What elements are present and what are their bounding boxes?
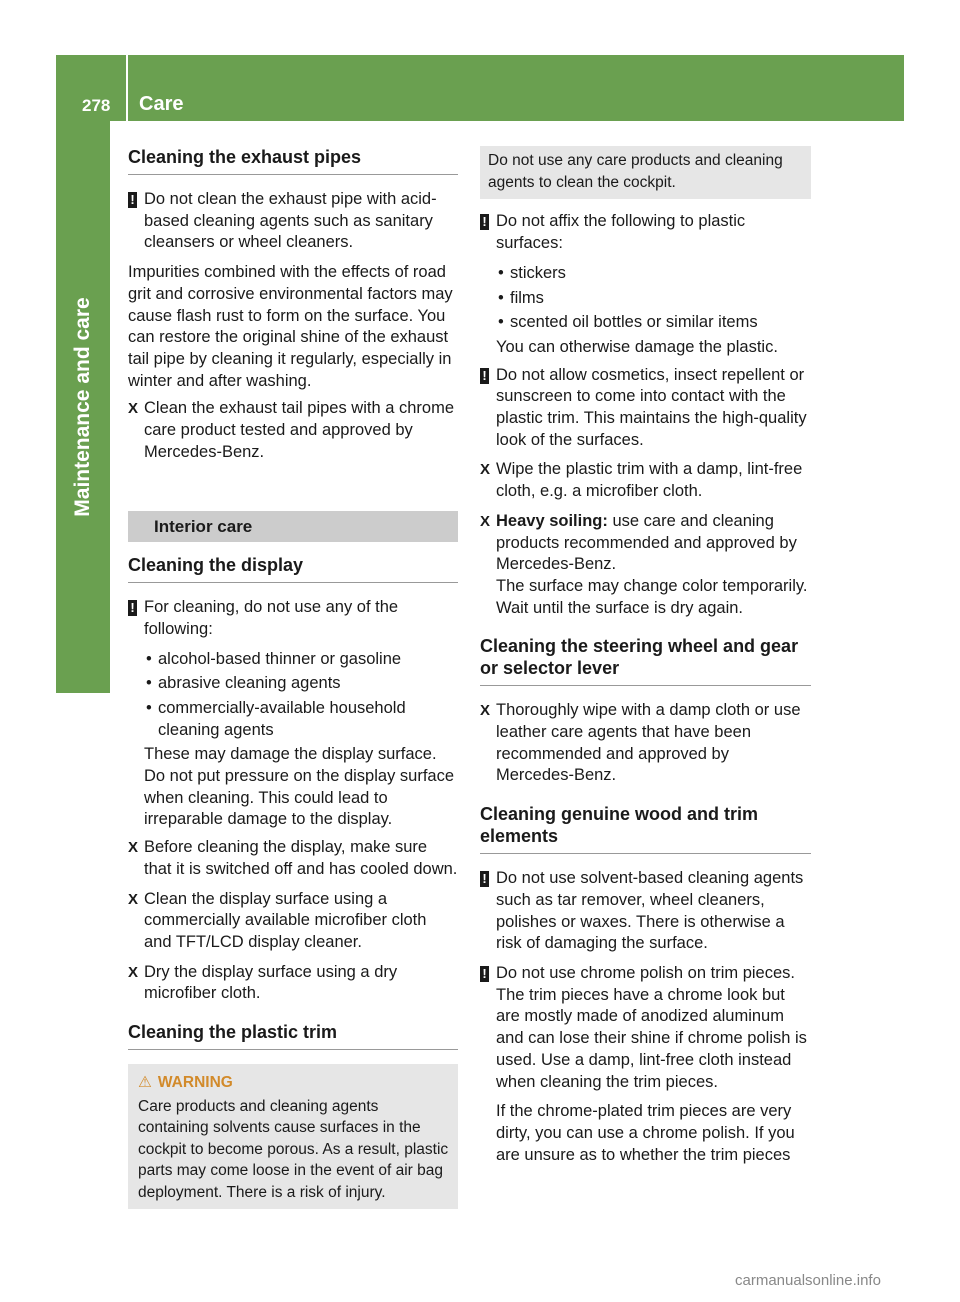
section-title: Care <box>139 93 184 115</box>
warning-title-text: WARNING <box>157 1074 233 1092</box>
list-item: • commercially-available household cleaning agents <box>144 698 458 741</box>
step-steering <box>480 700 811 787</box>
notice-text: Do not clean the exhaust pipe with acid-based cleaning agents such as sanitary cleansers or wheel cleaners. <box>144 190 437 252</box>
paragraph-wood: If the chrome-plated trim pieces are very dirty, you can use a chrome polish. If you are unsure as to whether the trim pieces <box>496 1102 795 1164</box>
step-arrow-icon: X <box>128 890 139 908</box>
notice-text: Do not use solvent-based cleaning agents such as tar remover, wheel cleaners, polishes or waxes. There is otherwise a risk of damaging the surface. <box>496 869 804 953</box>
exclamation-icon: ! <box>480 871 489 887</box>
step-extra-text: The surface may change color temporarily. Wait until the surface is dry again. <box>496 576 808 617</box>
step-arrow-icon: X <box>480 512 491 530</box>
display-bullet-list <box>144 649 458 742</box>
step-display-1 <box>128 837 458 880</box>
banner-interior-care: Interior care <box>128 511 458 542</box>
notice-display <box>128 597 458 640</box>
exclamation-icon: ! <box>480 966 489 982</box>
side-tab-label: Maintenance and care <box>71 297 94 517</box>
exclamation-icon: ! <box>128 600 137 616</box>
notice-text: Do not allow cosmetics, insect repellent or sunscreen to come into contact with the plastic trim. This maintains the high-quality look of the surfaces. <box>496 365 807 449</box>
paragraph-exhaust: Impurities combined with the effects of road grit and corrosive environmental factors may cause flash rust to form on the surface. You can restore the original shine of the exhaust tail pipe by cleaning it regularly, especially in winter and after washing. <box>128 263 453 390</box>
notice-text: For cleaning, do not use any of the following: <box>144 598 399 638</box>
step-text: Clean the display surface using a commercially available microfiber cloth and TFT/LCD display cleaner. <box>144 889 427 951</box>
step-text: Thoroughly wipe with a damp cloth or use leather care agents that have been recommended and approved by Mercedes-Benz. <box>496 701 801 785</box>
step-display-3 <box>128 962 458 1005</box>
step-arrow-icon: X <box>128 963 139 981</box>
step-text: Before cleaning the display, make sure that it is switched off and has cooled down. <box>144 838 458 878</box>
heading-display: Cleaning the display <box>128 554 458 583</box>
step-display-2 <box>128 889 458 954</box>
warning-box <box>128 1064 458 1209</box>
notice-text: Do not affix the following to plastic surfaces: <box>496 212 746 253</box>
exclamation-icon: ! <box>480 368 489 384</box>
step-arrow-icon: X <box>480 461 491 479</box>
notice-plastic-1 <box>480 211 811 254</box>
heading-exhaust: Cleaning the exhaust pipes <box>128 146 458 175</box>
gray-note: Do not use any care products and cleaning agents to clean the cockpit. <box>480 146 811 199</box>
warning-text: Care products and cleaning agents containing solvents cause surfaces in the cockpit to become porous. As a result, plastic parts may come loose in the event of air bag deployment. There is a risk of injury. <box>138 1097 449 1201</box>
step-plastic-1 <box>480 459 811 502</box>
step-text: use care and cleaning products recommended and approved by Mercedes-Benz. <box>496 511 797 574</box>
notice-wood-1 <box>480 868 811 955</box>
exclamation-icon: ! <box>480 214 489 230</box>
step-exhaust <box>128 398 458 463</box>
step-text: Wipe the plastic trim with a damp, lint-free cloth, e.g. a microfiber cloth. <box>496 460 803 501</box>
heading-plastic: Cleaning the plastic trim <box>128 1021 458 1050</box>
step-text: Clean the exhaust tail pipes with a chrome care product tested and approved by Mercedes-Benz. <box>144 399 455 461</box>
step-bold-label: Heavy soiling: <box>496 511 608 530</box>
step-arrow-icon: X <box>128 839 139 857</box>
list-item: • stickers <box>496 263 811 285</box>
notice-text: Do not use chrome polish on trim pieces. The trim pieces have a chrome look but are mostly made of anodized aluminum and can lose their shine if chrome polish is used. Use a damp, lint-free cloth instead when cleaning the trim pieces. <box>496 963 807 1091</box>
warning-title <box>138 1072 450 1094</box>
heading-steering: Cleaning the steering wheel and gear or selector lever <box>480 635 811 686</box>
right-column <box>480 146 811 1172</box>
left-column <box>128 146 458 1217</box>
paragraph-plastic: You can otherwise damage the plastic. <box>496 337 778 356</box>
step-arrow-icon: X <box>480 702 491 720</box>
exclamation-icon: ! <box>128 192 137 208</box>
page-number: 278 <box>82 96 111 115</box>
step-plastic-2 <box>480 511 811 620</box>
plastic-bullet-list <box>496 263 811 334</box>
paragraph-display: These may damage the display surface. Do not put pressure on the display surface when cleaning. This could lead to irreparable damage to the display. <box>144 745 455 829</box>
watermark: carmanualsonline.info <box>735 1272 881 1289</box>
notice-exhaust <box>128 189 458 254</box>
step-arrow-icon: X <box>128 400 139 418</box>
list-item: • films <box>496 288 811 310</box>
header-separator <box>126 55 128 121</box>
notice-plastic-2 <box>480 365 811 452</box>
heading-wood: Cleaning genuine wood and trim elements <box>480 803 811 854</box>
list-item: • alcohol-based thinner or gasoline <box>144 649 458 671</box>
warning-triangle-icon: ⚠ <box>138 1074 152 1092</box>
step-text: Dry the display surface using a dry microfiber cloth. <box>144 962 398 1003</box>
list-item: • scented oil bottles or similar items <box>496 312 811 334</box>
list-item: • abrasive cleaning agents <box>144 673 458 695</box>
notice-wood-2 <box>480 963 811 1093</box>
